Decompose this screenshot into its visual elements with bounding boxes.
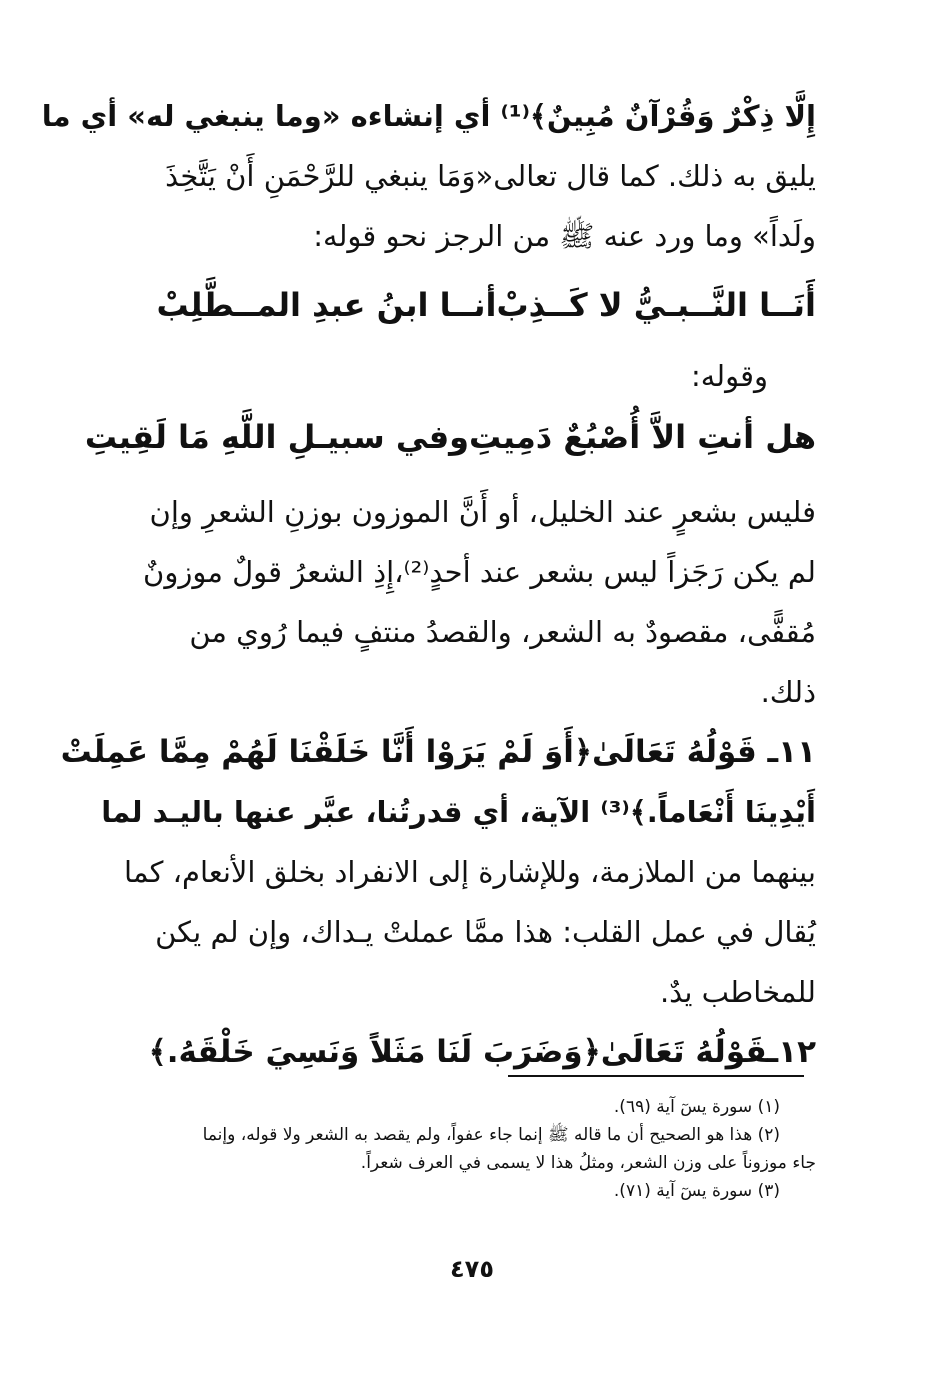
text-line-11: بينهما من الملازمة، وللإشارة إلى الانفراد بخلق الأنعام، كما <box>124 855 816 889</box>
poem-verse-1 <box>156 286 816 324</box>
text-line-12: يُقال في عمل القلب: هذا ممَّا عملتْ يـداك، وإن لم يكن <box>155 915 816 949</box>
footnote-1: (١) سورة يسٓ آية (٦٩). <box>613 1097 780 1117</box>
verse-heading-12: ١٢ـقَوْلُهُ تَعَالَىٰ﴿وَضَرَبَ لَنَا مَثَلاً وَنَسِيَ خَلْقَهُ.﴾ <box>148 1034 816 1070</box>
main-text-2 <box>160 346 816 406</box>
text-line-10: أَيْدِينَا أَنْعَاماً.﴾⁽³⁾ الآية، أي قدرتُنا، عبَّر عنها باليـد لما <box>101 795 816 829</box>
poem-verse-2 <box>84 418 816 456</box>
text-line-4: وقوله: <box>690 359 768 393</box>
footnote-2-continued: جاء موزوناً على وزن الشعر، ومثلُ هذا لا يسمى في العرف شعراً. <box>360 1153 816 1173</box>
main-text-3 <box>60 482 816 1082</box>
text-line-13: للمخاطب يدٌ. <box>659 975 816 1009</box>
main-text <box>41 86 816 266</box>
text-line-8: ذلك. <box>760 675 816 709</box>
text-line-2: يليق به ذلك. كما قال تعالى«وَمَا ينبغي للرَّحْمَنِ أَنْ يَتَّخِذَ <box>165 159 816 193</box>
poem-verse-2-left-hemistich: وفي سبيـلِ اللَّهِ مَا لَقِيتِ <box>84 418 470 456</box>
footnotes <box>160 1093 816 1205</box>
poem-verse-1-left-hemistich: أنــا ابنُ عبدِ المــطَّلِبْ <box>156 286 497 324</box>
text-line-6: لم يكن رَجَزاً ليس بشعر عند أحدٍ⁽²⁾،إِذِ الشعرُ قولٌ موزونٌ <box>143 555 816 589</box>
footnote-3: (٣) سورة يسٓ آية (٧١). <box>613 1181 780 1201</box>
poem-verse-1-right-hemistich: أَنَــا النَّــبـيُّ لا كَــذِبْ <box>496 286 816 324</box>
text-line-7: مُقفًّى، مقصودٌ به الشعر، والقصدُ منتفٍ فيما رُوي من <box>189 615 816 649</box>
verse-heading-11: ١١ـ قَوْلُهُ تَعَالَىٰ﴿أَوَ لَمْ يَرَوْا أَنَّا خَلَقْنَا لَهُمْ مِمَّا عَمِلَتْ <box>60 734 816 770</box>
footnote-divider <box>508 1075 804 1077</box>
text-line-3: ولَداً» وما ورد عنه ﷺ من الرجز نحو قوله: <box>313 219 816 253</box>
text-line-5: فليس بشعرٍ عند الخليل، أو أَنَّ الموزون بوزنِ الشعرِ وإن <box>149 495 816 529</box>
text-line-1: إِلَّا ذِكْرٌ وَقُرْآنٌ مُبِينٌ﴾⁽¹⁾ أي إنشاءه «وما ينبغي له» أي ما <box>41 99 816 133</box>
footnote-2: (٢) هذا هو الصحيح أن ما قاله ﷺ إنما جاء عفواً، ولم يقصد به الشعر ولا قوله، وإنما <box>202 1125 780 1145</box>
poem-verse-2-right-hemistich: هل أنتِ الاَّ أُصْبُعٌ دَمِيتِ <box>469 418 816 456</box>
page-number: ٤٧٥ <box>450 1255 494 1283</box>
